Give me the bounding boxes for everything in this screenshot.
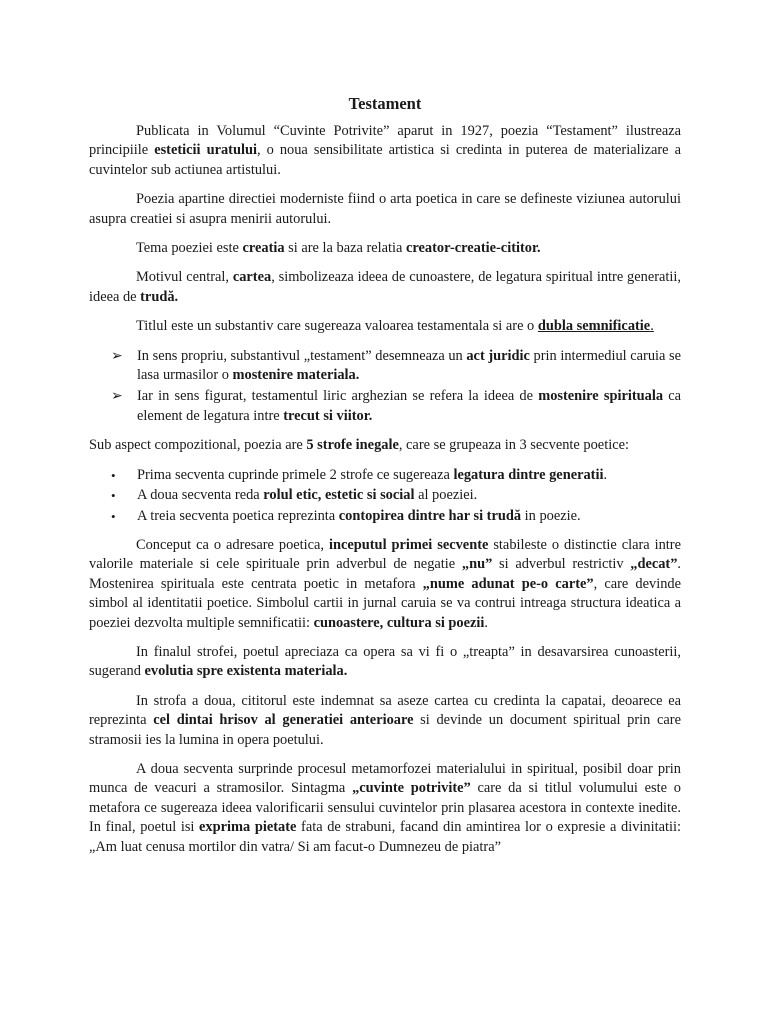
bold-text: „cuvinte potrivite”: [352, 780, 471, 797]
list-item: [89, 507, 681, 526]
bold-text: cartea: [232, 269, 272, 286]
text: Motivul central,: [136, 269, 233, 286]
bold-text: trudă.: [140, 288, 179, 305]
bold-text: inceputul primei secvente: [328, 536, 489, 553]
bold-text: creatia: [242, 240, 285, 257]
text: .: [650, 318, 654, 335]
bold-text: legatura dintre generatii: [453, 466, 604, 483]
bold-text: esteticii uratului: [154, 142, 257, 159]
text: in poezie.: [521, 507, 581, 524]
paragraph-first-sequence: [89, 536, 681, 633]
text: .: [484, 614, 489, 631]
bold-text: act juridic: [466, 347, 530, 364]
text: In finalul strofei, poetul apreciaza ca opera sa vi fi o „treapta” in desavarsirea cunoasterii, sugerand: [89, 643, 681, 680]
document-title: Testament: [348, 94, 422, 113]
paragraph-stanza-end: [89, 643, 681, 682]
text: . Mostenirea spirituala este centrata poetic in metafora: [89, 556, 682, 592]
paragraph-title-meaning: [89, 317, 681, 336]
text: In sens propriu, substantivul „testament” desemneaza un: [137, 347, 467, 364]
bold-text: mostenire spirituala: [538, 388, 664, 405]
paragraph-second-stanza: [89, 692, 681, 750]
list-item: [89, 387, 681, 426]
bold-text: exprima pietate: [199, 819, 297, 836]
text: , care se grupeaza in 3 secvente poetice:: [398, 437, 629, 454]
paragraph-intro: [89, 122, 681, 180]
bold-text: „nu”: [461, 556, 493, 573]
text: Conceput ca o adresare poetica,: [136, 536, 329, 553]
list-item: [89, 466, 681, 485]
bold-text: trecut si viitor.: [283, 407, 373, 424]
text: fata de strabuni, facand din amintirea lor o expresie a divinitatii: „Am luat cenusa mortilor din vatra/ Si am facut-o Dumnezeu de piatra”: [89, 819, 681, 855]
text: Prima secventa cuprinde primele 2 strofe ce sugereaza: [137, 466, 454, 483]
bold-text: 5 strofe inegale: [306, 437, 399, 454]
bold-text: „nume adunat pe-o carte”: [422, 575, 594, 592]
bold-text: mostenire materiala.: [232, 367, 360, 384]
bold-text: rolul etic, estetic si social: [263, 487, 415, 504]
paragraph-direction: Poezia apartine directiei moderniste fiind o arta poetica in care se defineste viziunea autorului asupra creatiei si asupra menirii autorului.: [89, 191, 681, 227]
paragraph-composition: [89, 436, 681, 455]
bold-text: creator-creatie-cititor.: [406, 240, 541, 257]
text: .: [603, 466, 608, 483]
arrow-bullet-icon: ➢: [111, 348, 123, 364]
text: si are la baza relatia: [284, 240, 407, 257]
bold-text: cunoastere, cultura si poezii: [313, 614, 485, 631]
bold-text: cel dintai hrisov al generatiei anterioare: [153, 712, 414, 729]
text: care da si titlul volumului este o metafora ce sugereaza ideea valorificarii sensului cuvintelor prin plasarea acestora in contexte inedite. In final, poetul isi: [89, 780, 681, 836]
arrow-list: [89, 347, 681, 427]
paragraph-motif: [89, 268, 681, 307]
underlined-bold-text: dubla semnificatie: [537, 318, 651, 335]
document-body: [89, 93, 681, 867]
text: Sub aspect compozitional, poezia are: [89, 437, 307, 454]
arrow-bullet-icon: ➢: [111, 389, 123, 405]
paragraph-second-sequence: [89, 760, 681, 857]
text: , simbolizeaza ideea de cunoastere, de legatura spiritual intre generatii, ideea de: [89, 269, 681, 305]
text: si devinde un document spiritual prin care stramosii ies la lumina in opera poetului.: [89, 712, 681, 748]
text: In strofa a doua, cititorul este indemnat sa aseze cartea cu credinta la capatai, deoarece ea reprezinta: [89, 692, 681, 729]
text: Publicata in Volumul “Cuvinte Potrivite” aparut in 1927, poezia “Testament” ilustreaza principiile: [89, 123, 681, 159]
list-item: [89, 347, 681, 386]
list-item: [89, 486, 681, 505]
text: A treia secventa poetica reprezinta: [137, 507, 339, 524]
bullet-list: [89, 466, 681, 526]
text: ca element de legatura intre: [137, 388, 682, 424]
text: , o noua sensibilitate artistica si credinta in puterea de materializare a cuvintelor sub actiunea artistului.: [89, 142, 681, 178]
text: stabileste o distinctie clara intre valorile materiale si cele spirituale prin adverbul de negatie: [89, 536, 681, 573]
bullet-icon: •: [111, 488, 116, 504]
bullet-icon: •: [111, 467, 116, 483]
text: A doua secventa reda: [137, 487, 264, 504]
text: Titlul este un substantiv care sugereaza valoarea testamentala si are o: [136, 318, 538, 335]
bold-text: evolutia spre existenta materiala.: [144, 663, 348, 680]
bullet-icon: •: [111, 508, 116, 524]
text: al poeziei.: [414, 487, 478, 504]
bold-text: „decat”: [630, 556, 678, 573]
text: A doua secventa surprinde procesul metamorfozei materialului in spiritual, posibil doar prin munca de veacuri a stramosilor. Sintagma: [89, 760, 681, 797]
text: , care devinde simbol al identitatii poetice. Simbolul cartii in jurnal caruia se va contrui intreaga structura ideatica a poeziei dezvolta multiple semnificatii:: [89, 575, 681, 631]
text: Tema poeziei este: [136, 240, 243, 257]
text: prin intermediul caruia se lasa urmasilor o: [137, 347, 682, 384]
paragraph-theme: [89, 239, 681, 258]
text: si adverbul restrictiv: [492, 556, 631, 573]
bold-text: contopirea dintre har si trudă: [338, 507, 522, 524]
text: Iar in sens figurat, testamentul liric arghezian se refera la ideea de: [137, 388, 539, 405]
